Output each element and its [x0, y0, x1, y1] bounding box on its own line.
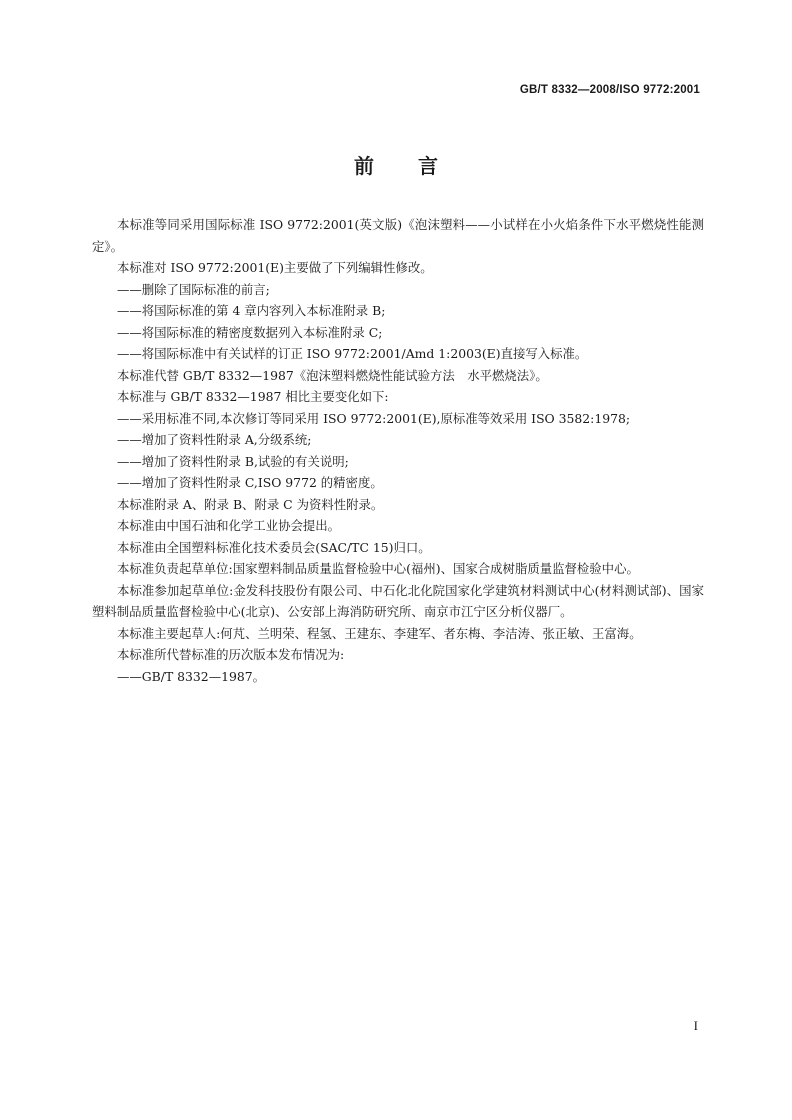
list-item: ——采用标准不同,本次修订等同采用 ISO 9772:2001(E),原标准等效采用 ISO 3582:1978; [117, 410, 631, 426]
paragraph: 本标准所代替标准的历次版本发布情况为: [117, 647, 345, 662]
paragraph: 本标准等同采用国际标准 ISO 9772:2001(英文版)《泡沫塑料——小试样在小火焰条件下水平燃烧性能测定》。 [92, 217, 704, 254]
standard-code-header: GB/T 8332—2008/ISO 9772:2001 [519, 84, 700, 96]
list-item: ——删除了国际标准的前言; [117, 281, 270, 297]
list-item: ——增加了资料性附录 C,ISO 9772 的精密度。 [117, 475, 383, 490]
paragraph: 本标准与 GB/T 8332—1987 相比主要变化如下: [117, 389, 389, 404]
page-number: I [693, 1018, 698, 1033]
list-item: ——增加了资料性附录 B,试验的有关说明; [117, 453, 349, 469]
paragraph: 本标准由全国塑料标准化技术委员会(SAC/TC 15)归口。 [117, 539, 431, 555]
paragraph: 本标准由中国石油和化学工业协会提出。 [117, 518, 341, 533]
paragraph: 本标准主要起草人:何芃、兰明荣、程氢、王建东、李建军、者东梅、李洁涛、张正敏、王富海。 [117, 625, 642, 641]
foreword-body [92, 214, 704, 687]
paragraph: 本标准对 ISO 9772:2001(E)主要做了下列编辑性修改。 [117, 260, 433, 275]
list-item: ——将国际标准的精密度数据列入本标准附录 C; [117, 324, 383, 340]
paragraph: 本标准附录 A、附录 B、附录 C 为资料性附录。 [117, 496, 384, 512]
page-title: 前言 [354, 154, 482, 178]
list-item: ——增加了资料性附录 A,分级系统; [117, 432, 312, 447]
list-item: ——GB/T 8332—1987。 [117, 668, 266, 684]
list-item: ——将国际标准的第 4 章内容列入本标准附录 B; [117, 303, 386, 318]
paragraph: 本标准负责起草单位:国家塑料制品质量监督检验中心(福州)、国家合成树脂质量监督检验中心。 [117, 561, 639, 576]
list-item: ——将国际标准中有关试样的订正 ISO 9772:2001/Amd 1:2003(E)直接写入标准。 [117, 346, 588, 361]
paragraph: 本标准参加起草单位:金发科技股份有限公司、中石化北化院国家化学建筑材料测试中心(材料测试部)、国家塑料制品质量监督检验中心(北京)、公安部上海消防研究所、南京市江宁区分析仪器厂。 [92, 582, 704, 619]
paragraph: 本标准代替 GB/T 8332—1987《泡沫塑料燃烧性能试验方法 水平燃烧法》。 [117, 367, 548, 383]
